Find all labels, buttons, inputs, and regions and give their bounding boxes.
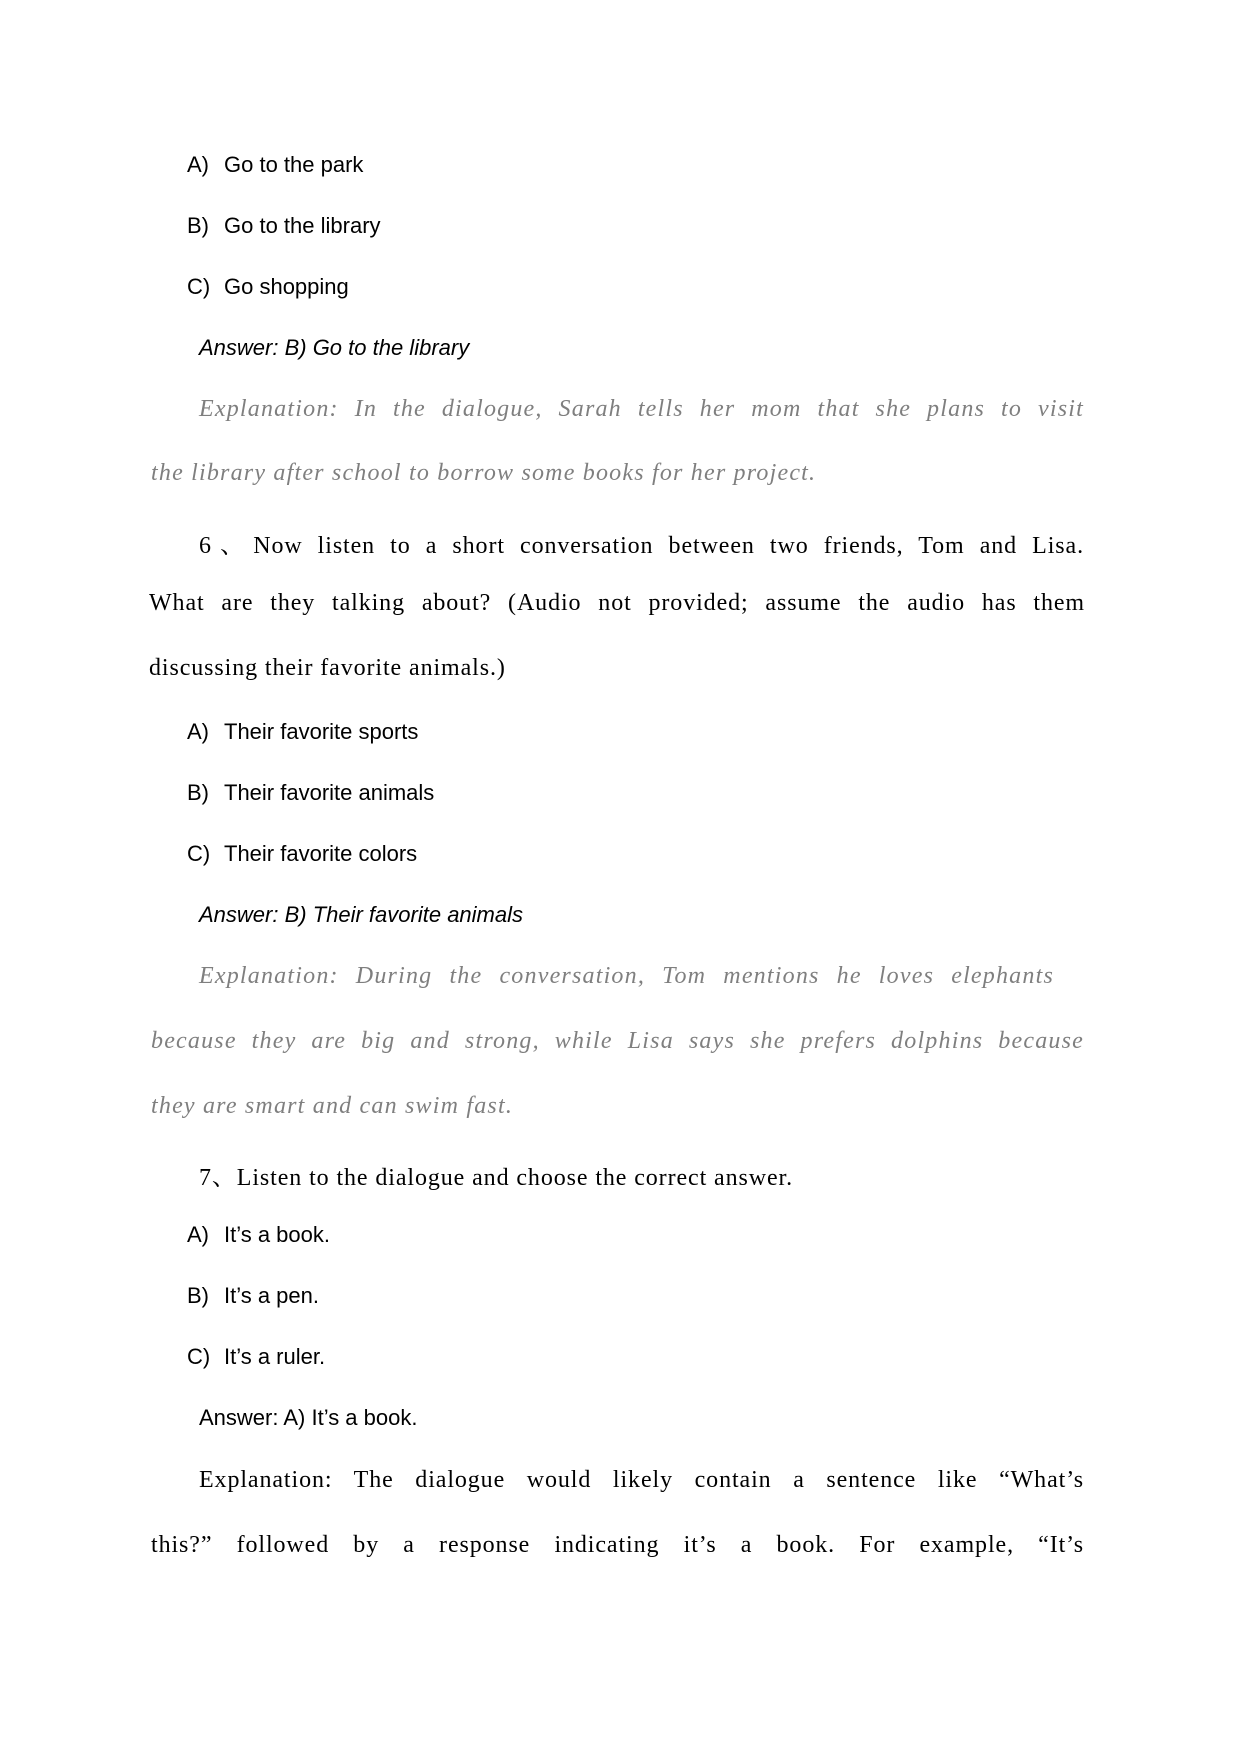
option-text: It’s a ruler. bbox=[224, 1344, 326, 1369]
option-label: C) bbox=[187, 274, 211, 299]
explanation-q6-line1: Explanation: During the conversation, Tom mentions he loves elephants bbox=[199, 963, 1054, 989]
question-6-line3: discussing their favorite animals.) bbox=[149, 655, 506, 681]
option-label: A) bbox=[187, 1222, 209, 1247]
explanation-q7-line1: Explanation: The dialogue would likely contain a sentence like “What’s bbox=[199, 1467, 1084, 1493]
option-text: Their favorite colors bbox=[224, 841, 418, 866]
answer-q6: Answer: B) Their favorite animals bbox=[199, 902, 523, 927]
question-6-line1: 6、Now listen to a short conversation between two friends, Tom and Lisa. bbox=[199, 533, 1084, 559]
option-text: Go shopping bbox=[224, 274, 349, 299]
option-label: A) bbox=[187, 152, 209, 177]
option-text: Their favorite animals bbox=[224, 780, 435, 805]
option-b bbox=[187, 1283, 319, 1309]
option-text: Their favorite sports bbox=[224, 719, 419, 744]
explanation-q5-line2: the library after school to borrow some books for her project. bbox=[151, 460, 817, 486]
option-label: C) bbox=[187, 841, 211, 866]
option-text: It’s a book. bbox=[224, 1222, 330, 1247]
option-label: B) bbox=[187, 213, 209, 238]
option-a bbox=[187, 1222, 330, 1248]
option-label: B) bbox=[187, 1283, 209, 1308]
option-text: It’s a pen. bbox=[224, 1283, 319, 1308]
option-a bbox=[187, 152, 363, 178]
option-b bbox=[187, 780, 434, 806]
option-a bbox=[187, 719, 418, 745]
question-6-line2: What are they talking about? (Audio not provided; assume the audio has them bbox=[149, 590, 1085, 616]
explanation-q6-line3: they are smart and can swim fast. bbox=[151, 1093, 514, 1119]
explanation-q6-line2: because they are big and strong, while Lisa says she prefers dolphins because bbox=[151, 1028, 1084, 1054]
option-c bbox=[187, 1344, 325, 1370]
option-text: Go to the park bbox=[224, 152, 364, 177]
option-label: B) bbox=[187, 780, 209, 805]
explanation-q7-line2: this?” followed by a response indicating it’s a book. For example, “It’s bbox=[151, 1532, 1084, 1558]
answer-q5: Answer: B) Go to the library bbox=[199, 335, 470, 360]
option-text: Go to the library bbox=[224, 213, 381, 238]
option-c bbox=[187, 841, 417, 867]
option-label: C) bbox=[187, 1344, 211, 1369]
option-c bbox=[187, 274, 349, 300]
option-label: A) bbox=[187, 719, 209, 744]
option-b bbox=[187, 213, 381, 239]
answer-q7: Answer: A) It’s a book. bbox=[199, 1405, 418, 1430]
explanation-q5-line1: Explanation: In the dialogue, Sarah tells her mom that she plans to visit bbox=[199, 396, 1084, 422]
question-7: 7、Listen to the dialogue and choose the correct answer. bbox=[199, 1165, 793, 1191]
